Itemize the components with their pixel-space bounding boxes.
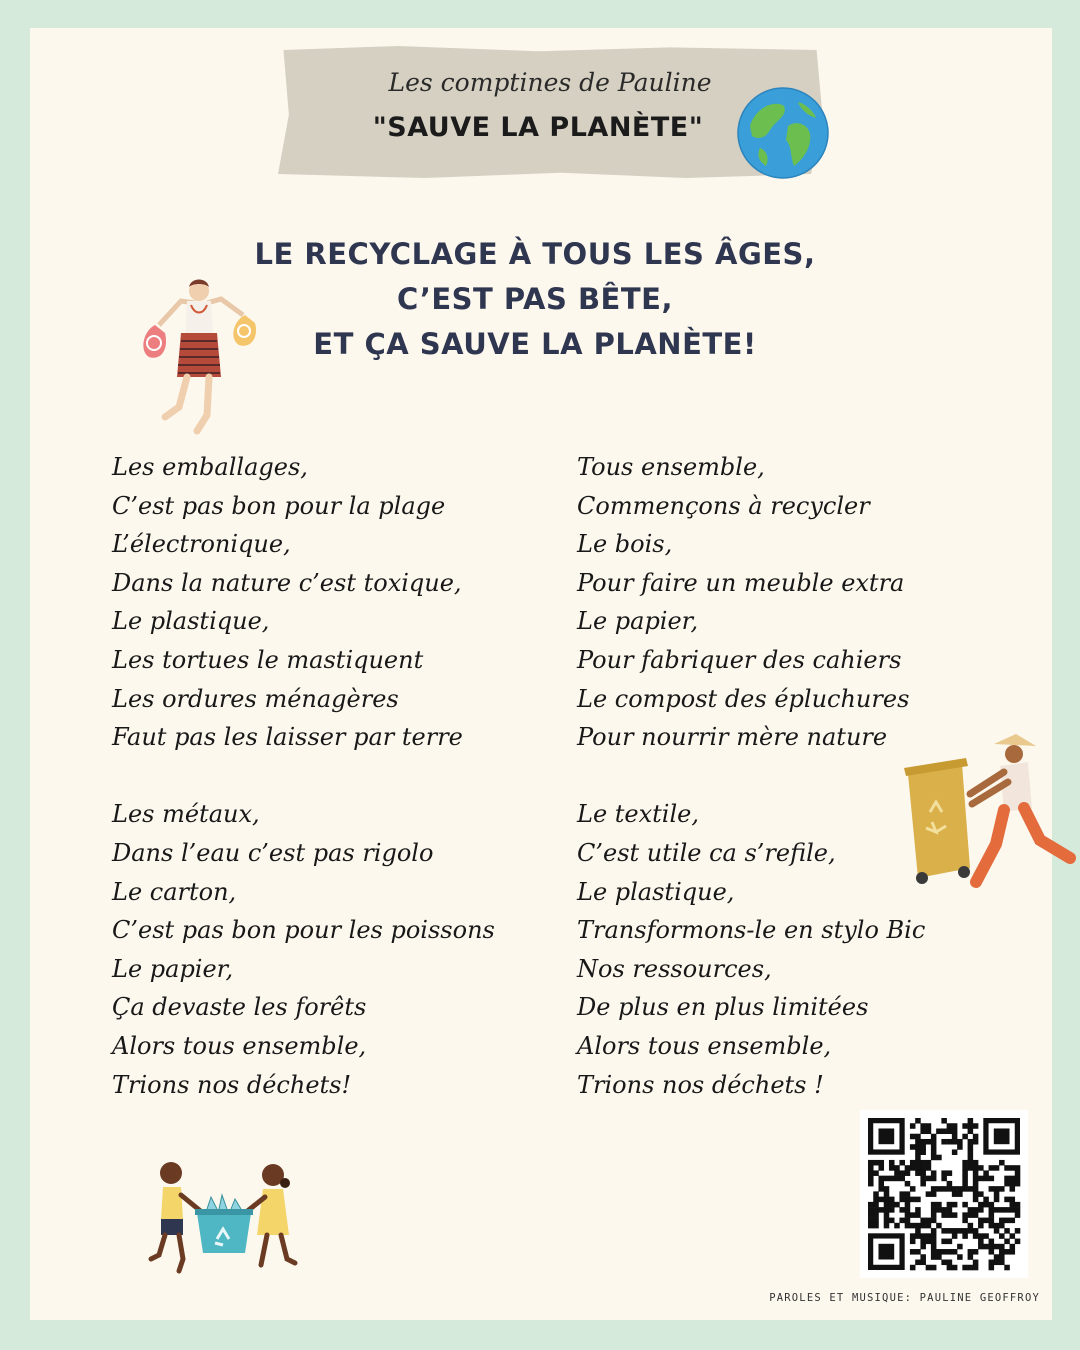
lyric-line: Commençons à recycler <box>577 491 870 520</box>
headline-line: ET ÇA SAUVE LA PLANÈTE! <box>313 327 757 361</box>
poster-subtitle: Les comptines de Pauline <box>388 68 712 97</box>
lyric-line: Le bois, <box>577 530 673 559</box>
lyric-line: Dans la nature c’est toxique, <box>112 568 462 597</box>
lyric-line: Le plastique, <box>112 607 270 636</box>
lyric-line: Trions nos déchets! <box>112 1070 352 1099</box>
lyric-line: C’est pas bon pour les poissons <box>112 916 495 945</box>
lyric-line: Alors tous ensemble, <box>112 1031 367 1060</box>
lyric-line: De plus en plus limitées <box>577 993 869 1022</box>
lyric-line: Transformons-le en stylo Bic <box>577 916 926 945</box>
lyric-line: Les métaux, <box>112 800 260 829</box>
lyric-line: Les tortues le mastiquent <box>112 645 424 674</box>
lyric-line: Le compost des épluchures <box>577 684 910 713</box>
credits: PAROLES ET MUSIQUE: PAULINE GEOFFROY <box>769 1292 1040 1304</box>
globe-icon <box>736 86 830 180</box>
lyric-line: Nos ressources, <box>577 954 772 983</box>
headline-line: LE RECYCLAGE À TOUS LES ÂGES, <box>254 237 816 271</box>
lyric-line: Le papier, <box>112 954 234 983</box>
lyric-line: Ça devaste les forêts <box>112 993 367 1022</box>
qr-code-pattern <box>860 1110 1028 1278</box>
lyric-line: Pour nourrir mère nature <box>577 723 888 752</box>
man-pushing-recycling-bin <box>900 732 1080 892</box>
lyric-line: Tous ensemble, <box>577 453 765 481</box>
lyric-line: L’électronique, <box>112 530 291 559</box>
lyric-line: Le carton, <box>112 877 237 906</box>
lyric-line: Alors tous ensemble, <box>577 1031 832 1060</box>
qr-code[interactable] <box>860 1110 1028 1278</box>
headline-line: C’EST PAS BÊTE, <box>397 282 673 316</box>
lyric-line: Dans l’eau c’est pas rigolo <box>112 838 434 867</box>
lyric-line: Les emballages, <box>112 453 308 481</box>
lyric-line: Les ordures ménagères <box>112 684 399 713</box>
headline <box>200 232 870 367</box>
poster-title: "SAUVE LA PLANÈTE" <box>372 112 704 143</box>
lyric-line: C’est utile ca s’refile, <box>577 838 836 867</box>
woman-with-recycling-bags <box>135 275 265 435</box>
lyric-line: Pour faire un meuble extra <box>577 568 905 597</box>
lyric-line: C’est pas bon pour la plage <box>112 491 446 520</box>
lyric-line: Le textile, <box>577 800 699 829</box>
stanza-gap <box>112 757 552 796</box>
lyrics-left-column <box>112 448 552 1104</box>
lyric-line: Le papier, <box>577 607 699 636</box>
lyric-line: Faut pas les laisser par terre <box>112 723 463 752</box>
children-carrying-recycling-bin <box>145 1155 305 1280</box>
lyric-line: Le plastique, <box>577 877 735 906</box>
lyric-line: Pour fabriquer des cahiers <box>577 645 902 674</box>
lyric-line: Trions nos déchets ! <box>577 1070 824 1099</box>
